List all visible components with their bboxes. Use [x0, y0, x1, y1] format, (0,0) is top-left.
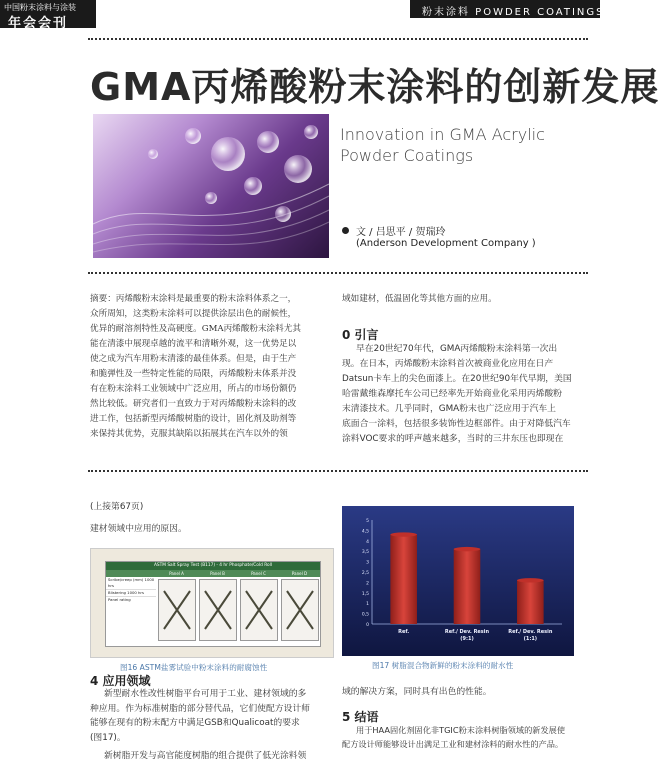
- masthead-top-line: 中国粉末涂料与涂装: [4, 3, 76, 12]
- y-tick-label: 5: [366, 519, 369, 524]
- bar-cap: [454, 547, 481, 551]
- y-tick-label: 2: [366, 581, 369, 587]
- sec5-body: [342, 723, 592, 751]
- sec5-line: 用于HAA固化剂固化非TGIC粉末涂料树脂领域的新发展使: [356, 725, 566, 735]
- fig16-col: Panel C: [251, 571, 266, 576]
- abstract-line: 和脆弹性及一些特定性能的局限，丙烯酸粉末体系并没: [90, 369, 297, 379]
- bar-cap: [517, 578, 544, 582]
- english-subtitle-line1: Innovation in GMA Acrylic: [340, 125, 545, 144]
- divider-middle: [88, 272, 588, 274]
- y-tick-label: 4,5: [361, 529, 369, 535]
- sec4-line: 种应用。作为标准树脂的部分替代品，它们使配方设计师: [90, 703, 310, 714]
- intro-line: 涂料VOC要求的呼声越来越多，当时的三井东压也即现在: [342, 434, 564, 444]
- x-tick-label: Ref./ Dev. Resin: [508, 629, 553, 635]
- intro-body: [342, 342, 592, 447]
- abstract-continuation: 域如建材，低温固化等其他方面的应用。: [342, 294, 497, 304]
- intro-line: Datsun卡车上的尖色面漆上。在20世纪90年代早期，美国: [342, 374, 572, 384]
- intro-heading: 0 引言: [342, 328, 379, 342]
- bar-chart: [342, 506, 574, 656]
- abstract-line: 然比较低。研究者们一直致力于对丙烯酸粉末涂料的改: [90, 399, 297, 409]
- sec4-line: 新树脂开发与高官能度树脂的组合提供了低光涂料领: [104, 751, 307, 761]
- y-tick-label: 4: [366, 539, 369, 545]
- divider-bottom: [88, 470, 588, 472]
- abstract-line: 有在粉末涂料工业领域中广泛应用，所占的市场份额仍: [90, 384, 297, 394]
- abstract-line: 摘要：丙烯酸粉末涂料是最重要的粉末涂料体系之一，: [90, 294, 297, 304]
- sec4-body: [90, 687, 340, 764]
- sec4-line: (图17)。: [90, 732, 126, 743]
- x-tick-label: (9:1): [460, 636, 474, 642]
- fig16-col: Panel B: [210, 571, 225, 576]
- affiliation: (Anderson Development Company ): [356, 238, 536, 249]
- fig16-table-title: ASTM Salt Spray Test (B117) - 4 hr Phosphate/Cold Roll: [106, 562, 320, 570]
- test-panel: [240, 579, 278, 641]
- abstract: [90, 292, 340, 442]
- test-panel: [199, 579, 237, 641]
- author-bullet: [342, 227, 349, 234]
- continued-from: (上接第67页): [90, 502, 144, 512]
- fig16-row: Scribe/creep (mm) 1000 hrs: [108, 577, 155, 588]
- abstract-line: 众所周知，这类粉末涂料可以提供涂层出色的耐候性，: [90, 309, 297, 319]
- abstract-line: 进工作，包括新型丙烯酸树脂的设计，固化剂及助剂等: [90, 414, 297, 424]
- fig16-table: [105, 561, 321, 647]
- fig16-col: Panel D: [291, 571, 308, 576]
- masthead-label: 年会会刊: [8, 16, 69, 31]
- abstract-line: 能在清漆中展现卓越的流平和清晰外观，这一优势足以: [90, 339, 297, 349]
- english-subtitle-line2: Powder Coatings: [340, 146, 474, 165]
- fig16-header-row: [106, 570, 320, 577]
- right-continuation: 域的解决方案，同时具有出色的性能。: [342, 687, 492, 697]
- sec5-heading: 5 结语: [342, 710, 379, 724]
- y-tick-label: 2,5: [361, 571, 369, 576]
- x-tick-label: Ref.: [398, 629, 410, 635]
- intro-line: 现。在日本，丙烯酸粉末涂料首次被商业化应用在日产: [342, 359, 554, 369]
- section-banner: [410, 0, 605, 18]
- test-panel: [281, 579, 319, 641]
- divider-top: [88, 38, 588, 40]
- abstract-line: 优异的耐溶剂特性及高硬度。GMA丙烯酸粉末涂料尤其: [90, 324, 301, 334]
- y-tick-label: 1,5: [361, 591, 369, 597]
- article-title: GMA丙烯酸粉末涂料的创新发展: [90, 65, 659, 109]
- authors: 文 / 吕思平 / 贺瑞玲: [356, 227, 446, 238]
- fig16-panels: [158, 579, 319, 641]
- section-banner-text: 粉末涂料 POWDER COATINGS: [422, 7, 605, 18]
- sec5-line: 配方设计师能够设计出满足工业和建材涂料的耐水性的产品。: [342, 739, 564, 749]
- bubbles-illustration: [93, 114, 329, 258]
- bar: [517, 580, 544, 624]
- fig16-row: Blistering 1000 hrs: [106, 590, 156, 597]
- fig16-caption: 图16 ASTM盐雾试验中粉末涂料的耐腐蚀性: [120, 663, 268, 672]
- test-panel: [158, 579, 196, 641]
- figure-16: [90, 548, 334, 658]
- x-tick-label: (1:1): [523, 636, 538, 642]
- fig17-caption: 图17 树脂混合物新鲜的粉末涂料的耐水性: [372, 661, 514, 670]
- y-tick-label: 0,5: [361, 612, 369, 618]
- bar: [390, 535, 417, 624]
- english-subtitle: [340, 124, 545, 166]
- bar: [454, 549, 481, 624]
- y-tick-label: 3: [366, 560, 369, 566]
- intro-line: 哈雷戴维森摩托车公司已经率先开始商业化采用丙烯酸粉: [342, 389, 562, 399]
- fig16-col: Panel A: [169, 571, 184, 576]
- masthead-badge: [0, 0, 96, 31]
- y-tick-label: 1: [366, 602, 369, 608]
- figure-17: [342, 506, 574, 656]
- intro-line: 早在20世纪70年代，GMA丙烯酸粉末涂料第一次出: [356, 344, 558, 354]
- intro-line: 底面合一涂料，包括很多装饰性边框部件。由于对降低汽车: [342, 419, 571, 429]
- hero-image: [93, 114, 329, 258]
- abstract-line: 来保持其优势，克服其缺陷以拓展其在汽车以外的领: [90, 429, 288, 439]
- x-tick-label: Ref./ Dev. Resin: [444, 629, 490, 635]
- y-tick-label: 0: [366, 623, 369, 628]
- y-tick-label: 3,5: [361, 550, 369, 556]
- sec4-line: 能够在现有的粉末配方中满足GSB和Qualicoat的要求: [90, 718, 300, 728]
- sec4-line: 新型耐水性改性树脂平台可用于工业、建材领域的多: [104, 689, 307, 699]
- continued-text: 建材领域中应用的原因。: [90, 524, 187, 534]
- fig16-row: Panel rating: [108, 597, 131, 602]
- abstract-line: 使之成为汽车用粉末清漆的最佳体系。但是，由于生产: [90, 354, 297, 364]
- intro-line: 末清漆技术。几乎同时，GMA粉末也广泛应用于汽车上: [342, 404, 556, 414]
- bar-cap: [390, 532, 417, 536]
- sec4-heading: 4 应用领域: [90, 674, 151, 688]
